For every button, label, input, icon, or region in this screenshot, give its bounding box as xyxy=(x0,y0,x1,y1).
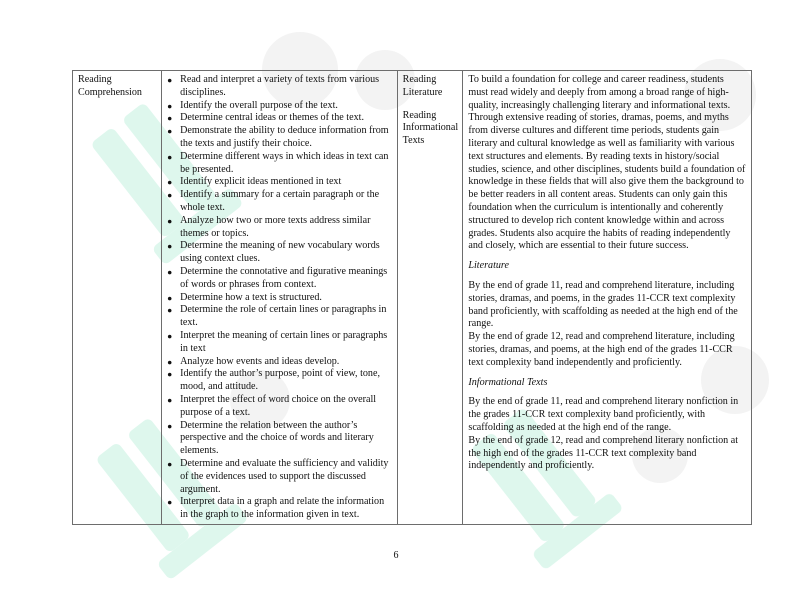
list-item: ● Determine and evaluate the sufficiency and validity of the evidences used to support the discussed argument. xyxy=(167,458,392,496)
list-item: ● Identify a summary for a certain paragraph or the whole text. xyxy=(167,189,392,215)
literature-heading: Literature xyxy=(468,260,509,272)
informational-grade12: By the end of grade 12, read and comprehend literary nonfiction at the high end of the grades 11-CCR text complexity band independently and proficiently. xyxy=(468,434,739,472)
domain-cell xyxy=(73,71,162,525)
list-item: ● Analyze how events and ideas develop. xyxy=(167,356,392,369)
list-item: ● Determine the role of certain lines or paragraphs in text. xyxy=(167,304,392,330)
list-item: ● Interpret the effect of word choice on the overall purpose of a text. xyxy=(167,394,392,420)
literature-grade12: By the end of grade 12, read and comprehend literature, including stories, dramas, and poems, at the high end of the grades 11-CCR text complexity band independently and proficiently. xyxy=(468,331,735,368)
list-item: ● Determine the connotative and figurative meanings of words or phrases from context. xyxy=(167,266,392,292)
strand-cell xyxy=(397,71,463,525)
informational-heading: Informational Texts xyxy=(468,376,548,388)
list-item: ● Analyze how two or more texts address similar themes or topics. xyxy=(167,215,392,241)
skills-cell xyxy=(162,71,398,525)
list-item: ● Read and interpret a variety of texts from various disciplines. xyxy=(167,74,392,100)
list-item: ● Interpret the meaning of certain lines or paragraphs in text xyxy=(167,330,392,356)
list-item: ● Demonstrate the ability to deduce information from the texts and justify their choice. xyxy=(167,125,392,151)
list-item: ● Determine the meaning of new vocabulary words using context clues. xyxy=(167,240,392,266)
list-item: ● Interpret data in a graph and relate the information in the graph to the information given in text. xyxy=(167,496,392,522)
curriculum-table xyxy=(72,70,752,525)
skills-list xyxy=(167,74,392,522)
list-item: ● Identify the overall purpose of the text. xyxy=(167,100,392,113)
literature-grade11: By the end of grade 11, read and comprehend literature, including stories, dramas, and poems, in the grades 11-CCR text complexity band proficiently, with scaffolding as needed at the high end of the range. xyxy=(468,279,738,330)
list-item: ● Determine the relation between the author’s perspective and the choice of words and literary elements. xyxy=(167,420,392,458)
list-item: ● Identify the author’s purpose, point of view, tone, mood, and attitude. xyxy=(167,368,392,394)
list-item: ● Determine central ideas or themes of the text. xyxy=(167,112,392,125)
list-item: ● Identify explicit ideas mentioned in text xyxy=(167,176,392,189)
table-row xyxy=(73,71,752,525)
strand-reading-literature: Reading Literature xyxy=(402,74,443,98)
domain-label: Reading Comprehension xyxy=(78,74,142,98)
intro-paragraph: To build a foundation for college and career readiness, students must read widely and deeply from among a broad range of high-quality, increasingly challenging literary and informational texts. Through extensive reading of stories, dramas, poems, and myths from diverse cultures and different time periods, students gain literary and cultural knowledge as well as familiarity with various text structures and elements. By reading texts in history/social studies, science, and other disciplines, students build a foundation of knowledge in these fields that will also give them the background to be better readers in all content areas. Students can only gain this foundation when the curriculum is intentionally and coherently structured to develop rich content knowledge within and across grades. Students also acquire the habits of reading independently and closely, which are essential to their future success. xyxy=(468,74,746,252)
page-number: 6 xyxy=(393,550,399,561)
description-cell xyxy=(463,71,752,525)
strand-reading-informational: Reading Informational Texts xyxy=(402,109,459,147)
list-item: ● Determine different ways in which ideas in text can be presented. xyxy=(167,151,392,177)
list-item: ● Determine how a text is structured. xyxy=(167,292,392,305)
informational-grade11: By the end of grade 11, read and comprehend literary nonfiction in the grades 11-CCR text complexity band proficiently, with scaffolding as needed at the high end of the range. xyxy=(468,396,739,433)
